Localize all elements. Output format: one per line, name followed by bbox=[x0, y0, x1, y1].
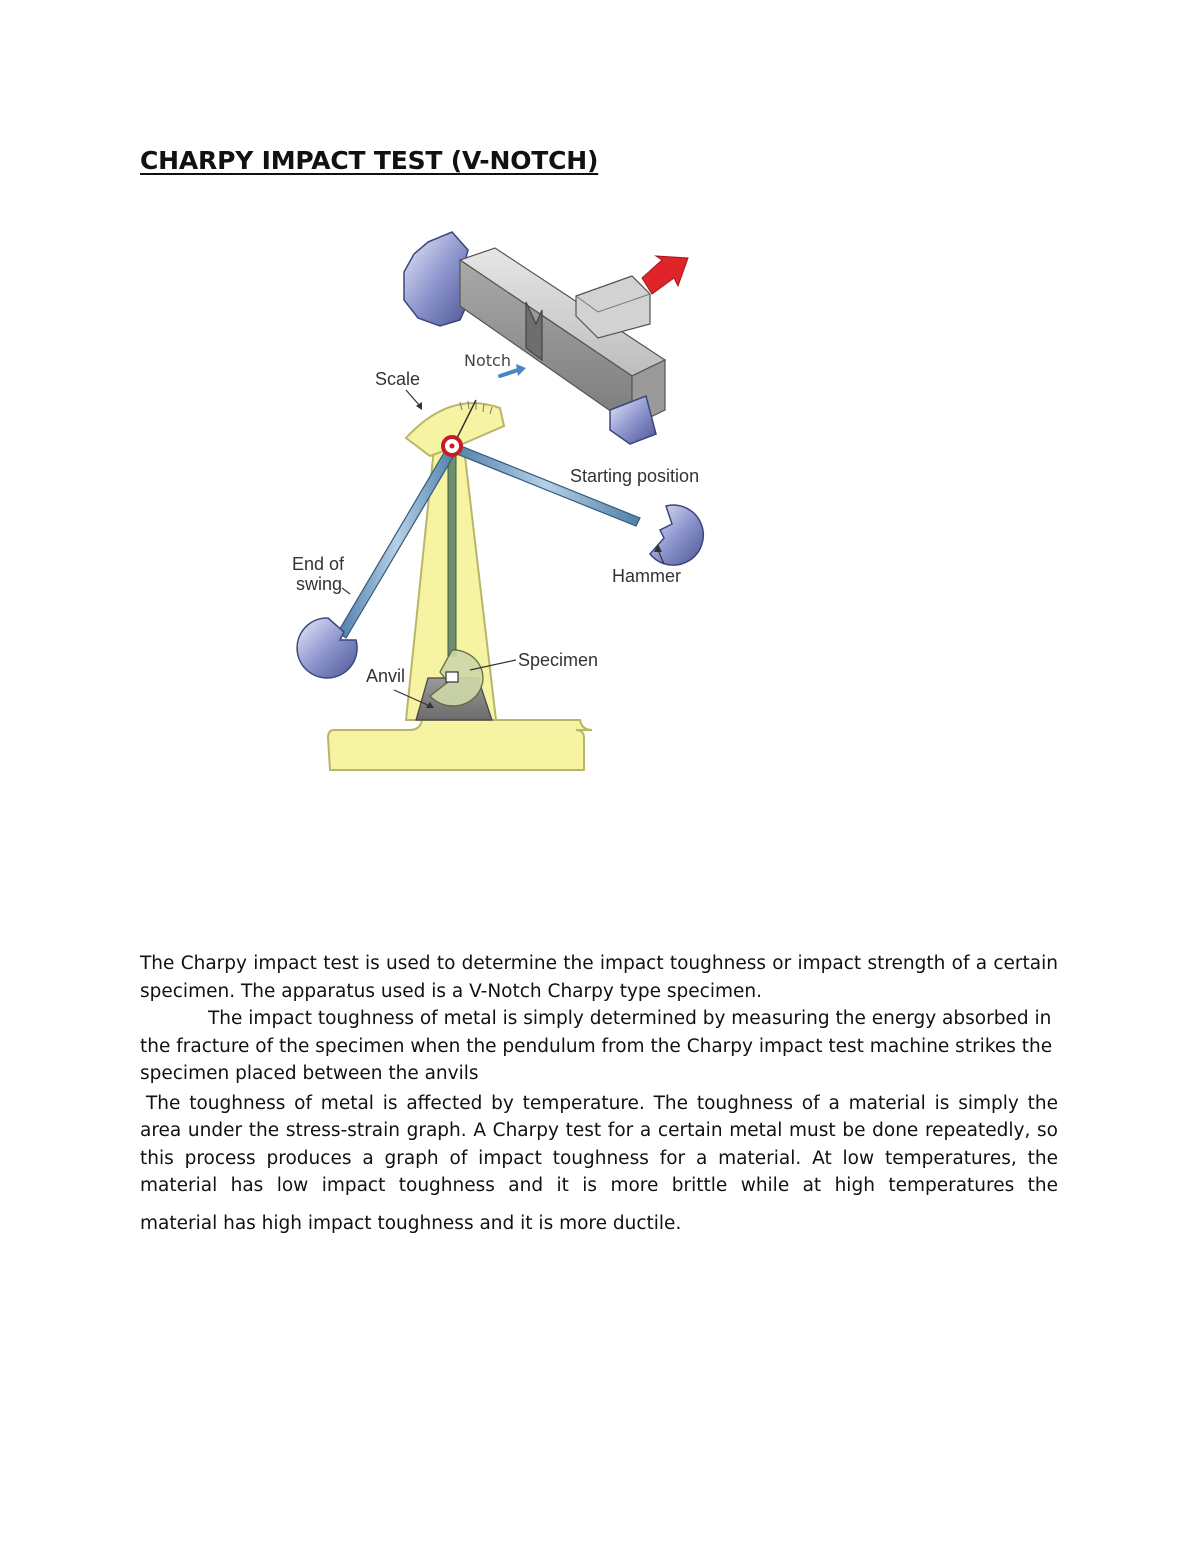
notch-arrow-icon bbox=[500, 370, 518, 376]
body-text bbox=[140, 950, 1058, 1237]
anvil-label: Anvil bbox=[366, 666, 406, 686]
notch-label: Notch bbox=[464, 351, 511, 370]
impact-arrow-icon bbox=[642, 256, 688, 294]
paragraph-3-end: material has high impact toughness and it is more ductile. bbox=[140, 1212, 682, 1234]
scale-label: Scale bbox=[375, 369, 421, 389]
paragraph-1: The Charpy impact test is used to determine the impact toughness or impact strength of a certain specimen. The apparatus used is a V-Notch Charpy type specimen. bbox=[140, 953, 1058, 1002]
end-of-swing-label-line2: swing bbox=[296, 574, 343, 594]
page-title: CHARPY IMPACT TEST (V-NOTCH) bbox=[140, 146, 599, 175]
starting-position-label: Starting position bbox=[570, 466, 700, 486]
hammer-label: Hammer bbox=[612, 566, 682, 586]
paragraph-2: The impact toughness of metal is simply determined by measuring the energy absorbed in the fracture of the specimen when the pendulum from the Charpy impact test machine strikes the specimen placed between the anvils bbox=[140, 1008, 1053, 1084]
specimen-label: Specimen bbox=[518, 650, 599, 670]
end-of-swing-label-line1: End of bbox=[292, 554, 345, 574]
paragraph-3: The toughness of metal is affected by temperature. The toughness of a material is simply the area under the stress-strain graph. A Charpy test for a certain metal must be done repeatedly, so this process produces a graph of impact toughness for a material. At low temperatures, the material has low impact toughness and it is more brittle while at high temperatures the bbox=[140, 1092, 1058, 1196]
charpy-diagram bbox=[280, 220, 740, 790]
specimen bbox=[446, 672, 458, 682]
machine-base bbox=[328, 720, 592, 770]
pendulum-rod bbox=[448, 450, 456, 656]
starting-hammer bbox=[650, 505, 703, 565]
